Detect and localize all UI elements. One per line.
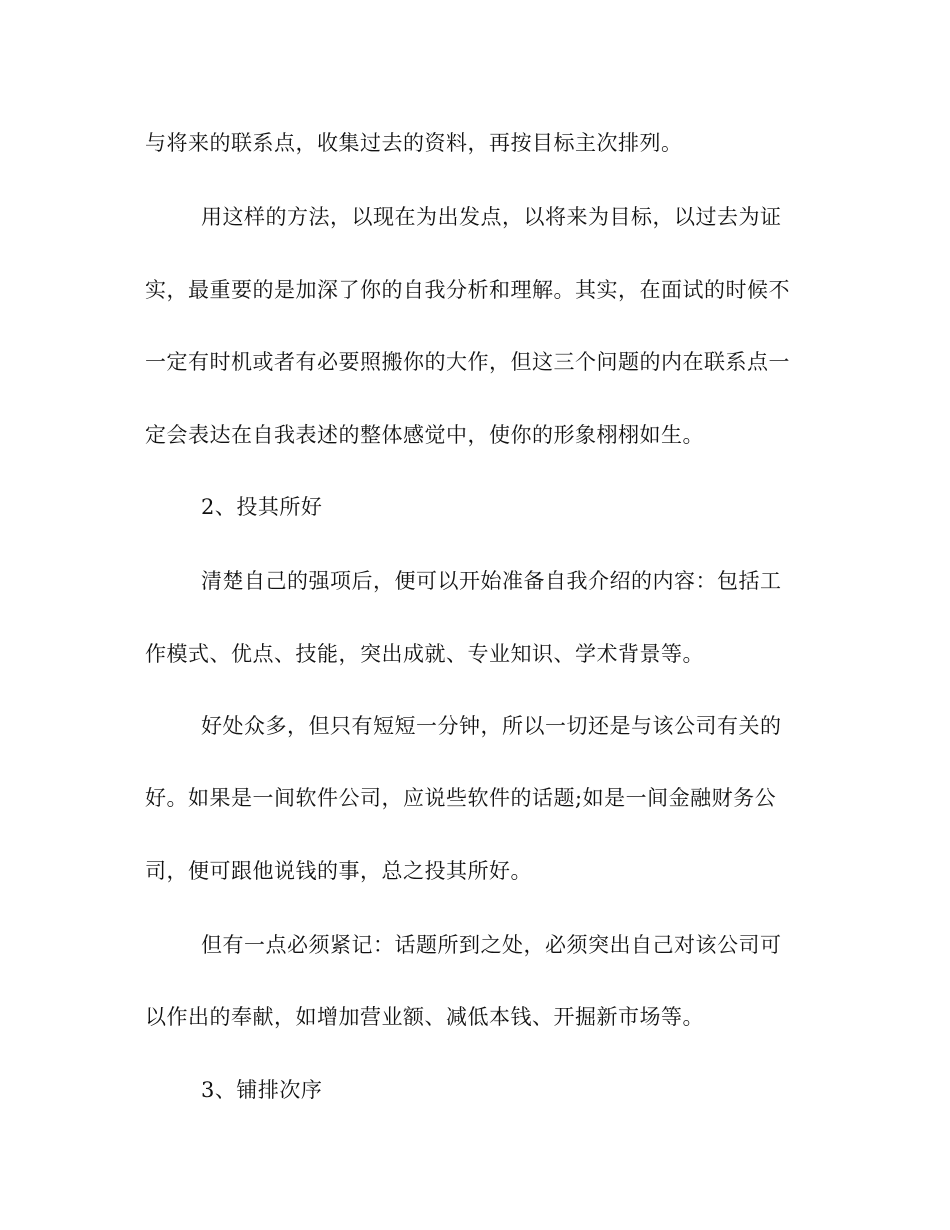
paragraph-line: 好。如果是一间软件公司，应说些软件的话题;如是一间金融财务公: [145, 786, 777, 810]
paragraph-line: 作模式、优点、技能，突出成就、专业知识、学术背景等。: [145, 642, 704, 666]
paragraph-line: 司，便可跟他说钱的事，总之投其所好。: [145, 859, 532, 883]
paragraph-line: 以作出的奉献，如增加营业额、减低本钱、开掘新市场等。: [145, 1005, 704, 1029]
paragraph-line: 定会表达在自我表述的整体感觉中，使你的形象栩栩如生。: [145, 423, 704, 447]
paragraph-line: 用这样的方法，以现在为出发点，以将来为目标，以过去为证: [201, 205, 782, 229]
paragraph-line: 与将来的联系点，收集过去的资料，再按目标主次排列。: [145, 131, 683, 155]
paragraph-line: 但有一点必须紧记：话题所到之处，必须突出自己对该公司可: [201, 933, 782, 957]
paragraph-line: 一定有时机或者有必要照搬你的大作，但这三个问题的内在联系点一: [145, 350, 790, 374]
paragraph-line: 好处众多，但只有短短一分钟，所以一切还是与该公司有关的: [201, 714, 782, 738]
section-heading: 3、铺排次序: [201, 1078, 323, 1102]
section-heading: 2、投其所好: [201, 495, 323, 519]
paragraph-line: 清楚自己的强项后，便可以开始准备自我介绍的内容：包括工: [201, 569, 782, 593]
paragraph-line: 实，最重要的是加深了你的自我分析和理解。其实，在面试的时候不: [145, 278, 790, 302]
